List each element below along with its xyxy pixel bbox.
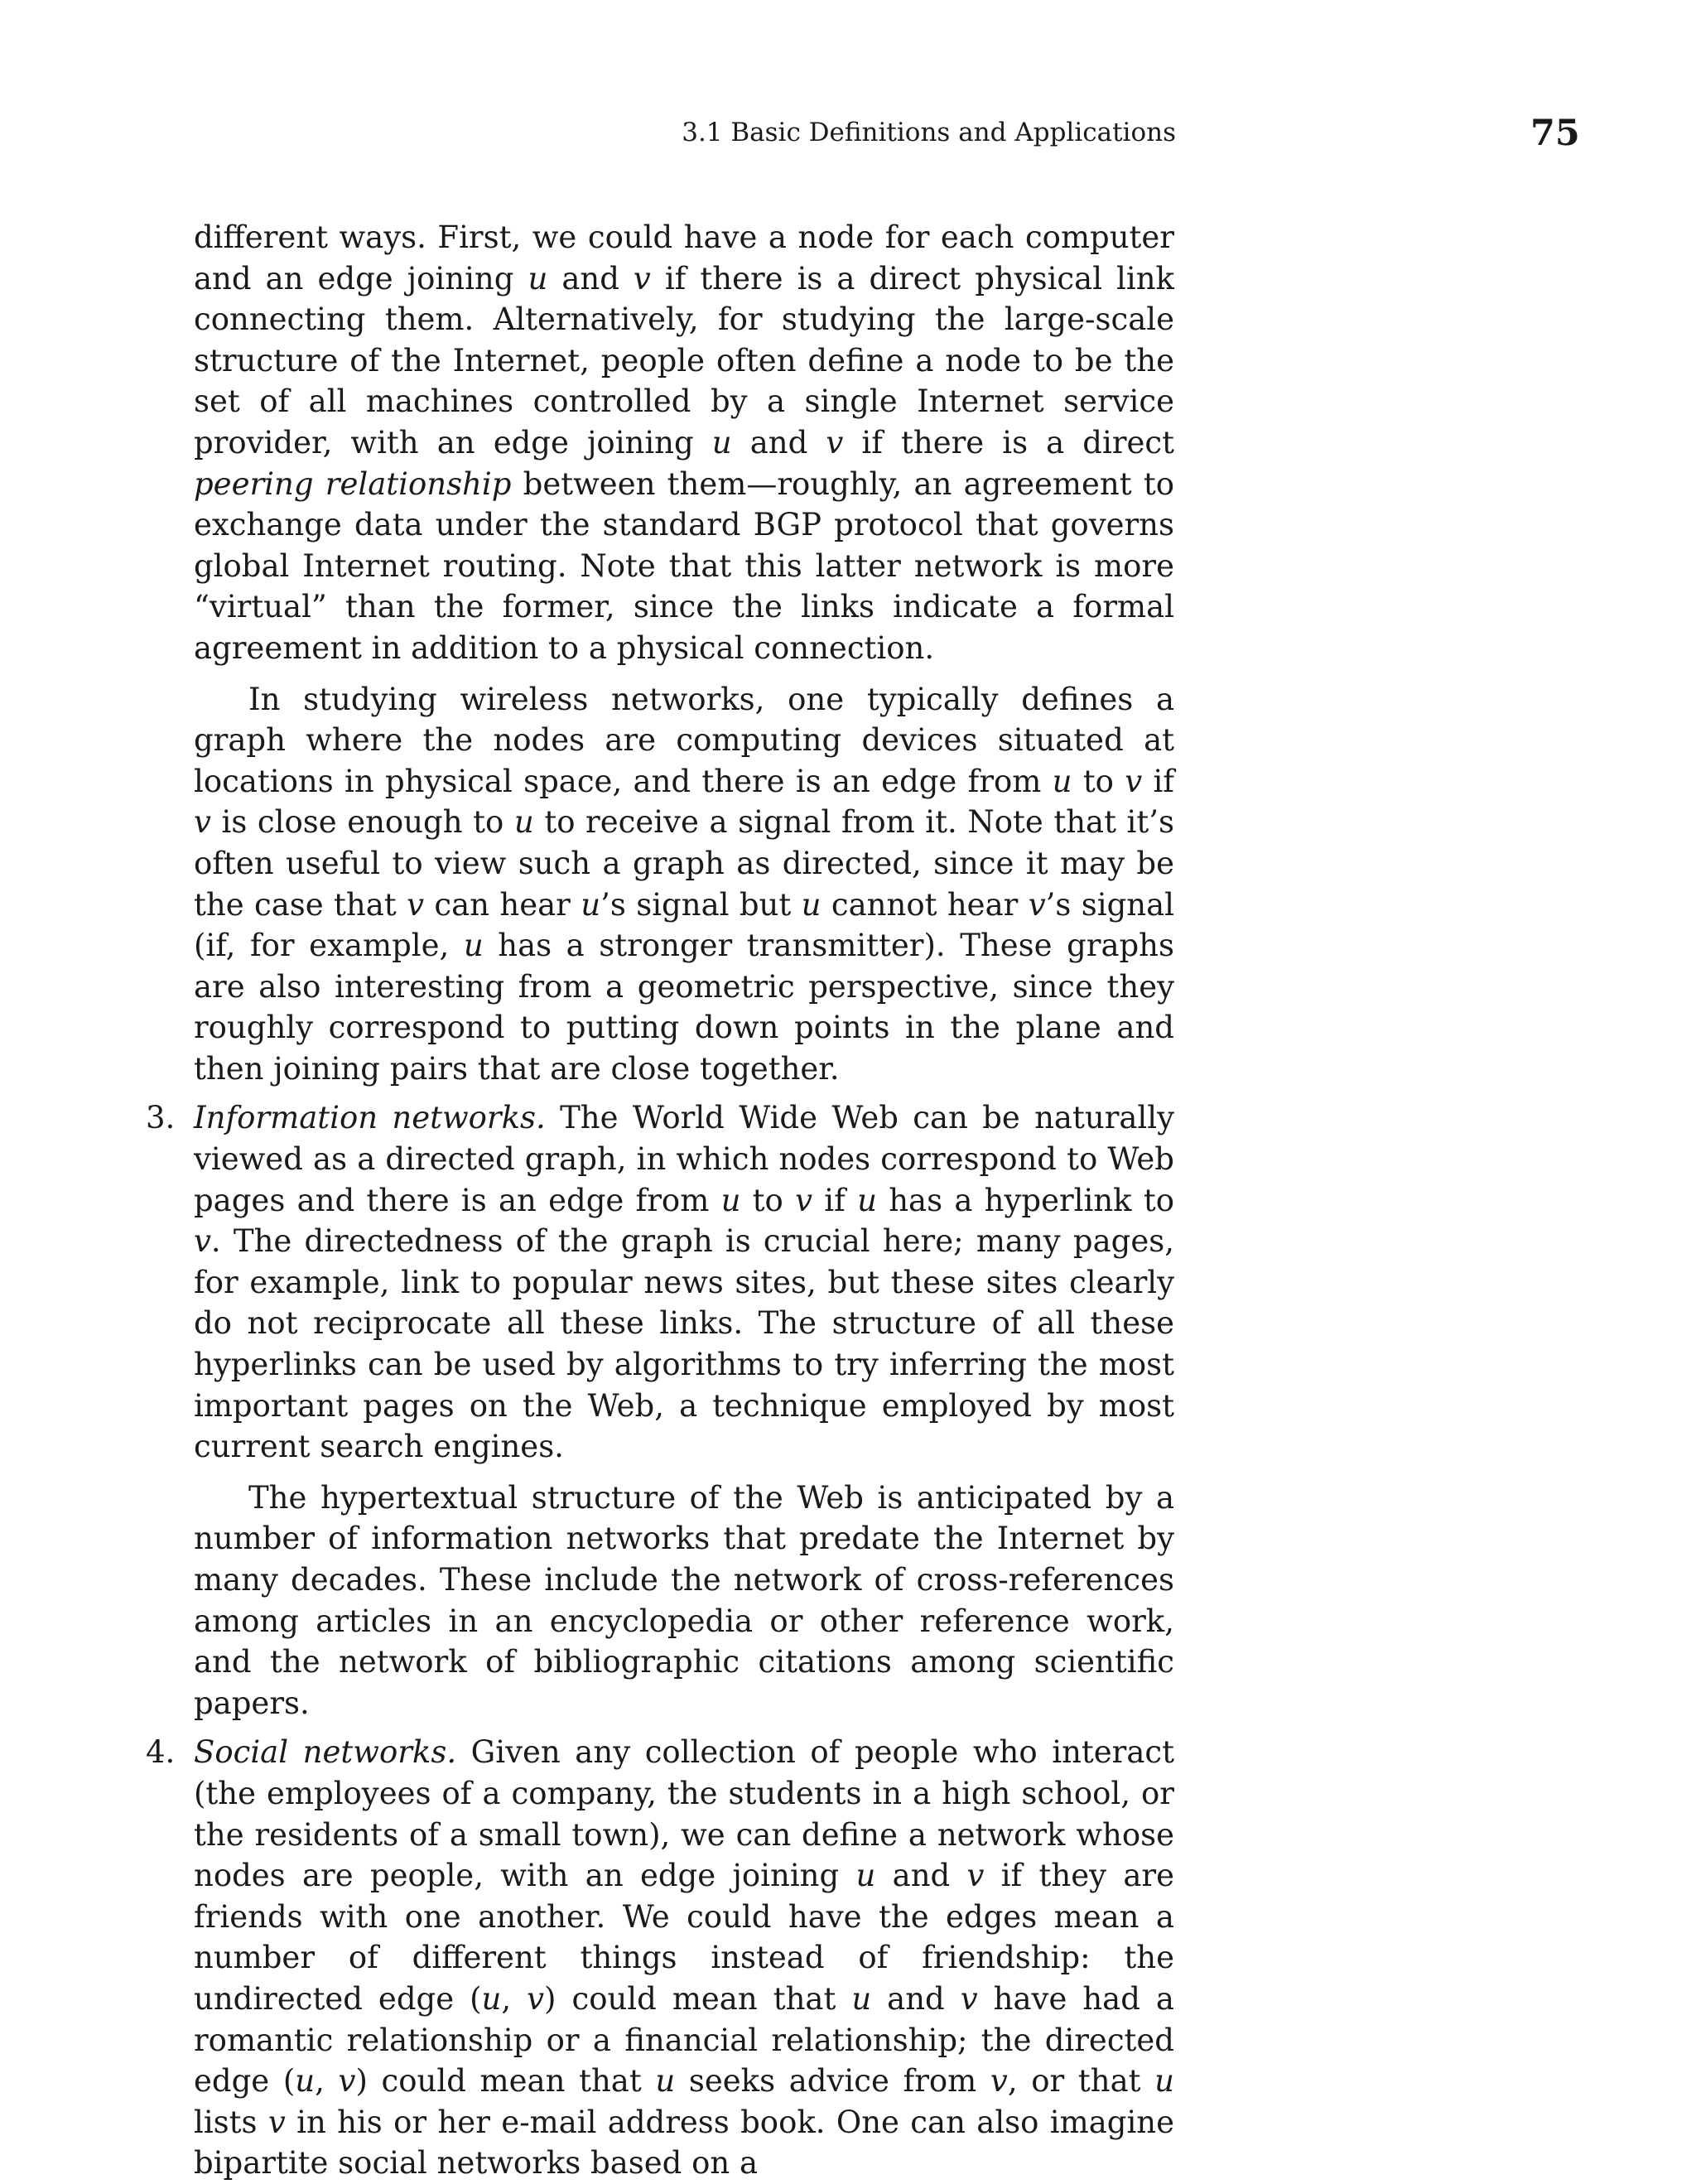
italic-text: v	[966, 1858, 985, 1894]
italic-text: v	[1028, 886, 1046, 923]
text-run: to receive a signal from it. Note that it’s often useful to view such a graph as directed, since it may be the case that	[194, 804, 1174, 923]
italic-text: Social networks.	[194, 1734, 457, 1771]
italic-text: v	[826, 424, 844, 460]
text-run: ) could mean that	[355, 2063, 656, 2100]
text-run: The hypertextual structure of the Web is anticipated by a number of information networks that predate the Internet by many decades. These include the network of cross-references among articles in an encyclopedia or other reference work, and the network of bibliographic citations among scientific papers.	[194, 1479, 1174, 1721]
italic-text: u	[581, 886, 601, 923]
body-text	[146, 217, 1175, 2184]
text-run: if they are friends with one another. We could have the edges mean a number of different things instead of friendship: the undirected edge (	[194, 1858, 1174, 2017]
text-run: if	[812, 1182, 858, 1218]
italic-text: peering relationship	[194, 465, 512, 502]
paragraph-hypertextual-structure	[194, 1478, 1174, 1724]
italic-text: Information networks.	[194, 1100, 546, 1136]
italic-text: v	[990, 2063, 1008, 2100]
text-run: ,	[501, 1980, 528, 2017]
italic-text: u	[481, 1980, 502, 2017]
text-run: ’s signal but	[600, 886, 802, 923]
italic-text: u	[1052, 763, 1072, 799]
text-run: to	[1072, 763, 1125, 799]
italic-text: v	[1125, 763, 1143, 799]
italic-text: u	[855, 1858, 876, 1894]
page-header	[0, 113, 1696, 162]
italic-text: u	[720, 1182, 741, 1218]
italic-text: u	[851, 1980, 872, 2017]
text-run: is close enough to	[210, 804, 514, 841]
italic-text: u	[711, 424, 732, 460]
text-run: ) could mean that	[544, 1980, 852, 2017]
text-run: ’s signal (if, for example,	[194, 886, 1174, 964]
text-run: Given any collection of people who interact (the employees of a company, the students in a high school, or the residents of a small town), we can define a network whose nodes are people, with an edge joining	[194, 1734, 1174, 1894]
italic-text: v	[407, 886, 424, 923]
running-head: 3.1 Basic Definitions and Applications	[682, 118, 1176, 147]
italic-text: v	[267, 2104, 286, 2140]
text-run: and	[871, 1980, 961, 2017]
text-run: The World Wide Web can be naturally viewed as a directed graph, in which nodes correspond to Web pages and there is an edge from	[194, 1100, 1175, 1218]
text-run: to	[740, 1182, 796, 1218]
italic-text: u	[513, 804, 534, 841]
text-run: In studying wireless networks, one typically defines a graph where the nodes are computing devices situated at locations in physical space, and there is an edge from	[194, 681, 1174, 799]
text-run: cannot hear	[821, 886, 1029, 923]
italic-text: v	[527, 1980, 545, 2017]
paragraph-wireless-networks	[194, 679, 1174, 1090]
text-run: and	[547, 260, 634, 297]
text-run: seeks advice from	[675, 2063, 990, 2100]
italic-text: v	[194, 804, 211, 841]
page-number: 75	[1530, 113, 1580, 154]
text-run: between them—roughly, an agreement to exchange data under the standard BGP protocol that governs global Internet routing. Note that this latter network is more “virtual” than the former, since the links indicate a formal agreement in addition to a physical connection.	[194, 465, 1174, 666]
text-run: , or that	[1007, 2063, 1155, 2100]
text-run: and	[731, 424, 826, 460]
italic-text: u	[655, 2063, 676, 2100]
italic-text: u	[295, 2063, 316, 2100]
italic-text: u	[528, 260, 548, 297]
italic-text: v	[960, 1980, 978, 2017]
text-run: has a hyperlink to	[876, 1182, 1174, 1218]
text-run: have had a romantic relationship or a financial relationship; the directed edge (	[194, 1980, 1174, 2100]
italic-text: v	[194, 1223, 211, 1260]
italic-text: v	[338, 2063, 356, 2100]
list-item-number: 3.	[146, 1100, 176, 1136]
italic-text: v	[795, 1182, 812, 1218]
text-run: ,	[315, 2063, 339, 2100]
text-run: if	[1142, 763, 1174, 799]
text-run: if there is a direct physical link connecting them. Alternatively, for studying the large-scale structure of the Internet, people often define a node to be the set of all machines controlled by a single Internet service provider, with an edge joining	[194, 260, 1174, 460]
paragraph-continued	[194, 217, 1174, 669]
text-run: in his or her e-mail address book. One can also imagine bipartite social networks based on a	[194, 2104, 1174, 2182]
list-item-text	[194, 1734, 1174, 2181]
list-item-information-networks	[146, 1097, 1175, 1467]
text-run: . The directedness of the graph is crucial here; many pages, for example, link to popular news sites, but these sites clearly do not reciprocate all these links. The structure of all these hyperlinks can be used by algorithms to try inferring the most important pages on the Web, a technique employed by most current search engines.	[194, 1223, 1174, 1465]
italic-text: u	[463, 928, 484, 964]
italic-text: v	[633, 260, 651, 297]
text-run: different ways. First, we could have a node for each computer and an edge joining	[194, 219, 1174, 297]
italic-text: u	[857, 1182, 877, 1218]
text-run: lists	[194, 2104, 268, 2140]
list-item-text	[194, 1100, 1174, 1464]
list-item-social-networks	[146, 1732, 1175, 2184]
text-run: has a stronger transmitter). These graphs are also interesting from a geometric perspective, since they roughly correspond to putting down points in the plane and then joining pairs that are close together.	[194, 928, 1175, 1087]
italic-text: u	[801, 886, 822, 923]
text-run: if there is a direct	[843, 424, 1174, 460]
italic-text: u	[1154, 2063, 1175, 2100]
text-run: and	[875, 1858, 967, 1894]
list-item-number: 4.	[146, 1734, 176, 1771]
text-run: can hear	[423, 886, 581, 923]
